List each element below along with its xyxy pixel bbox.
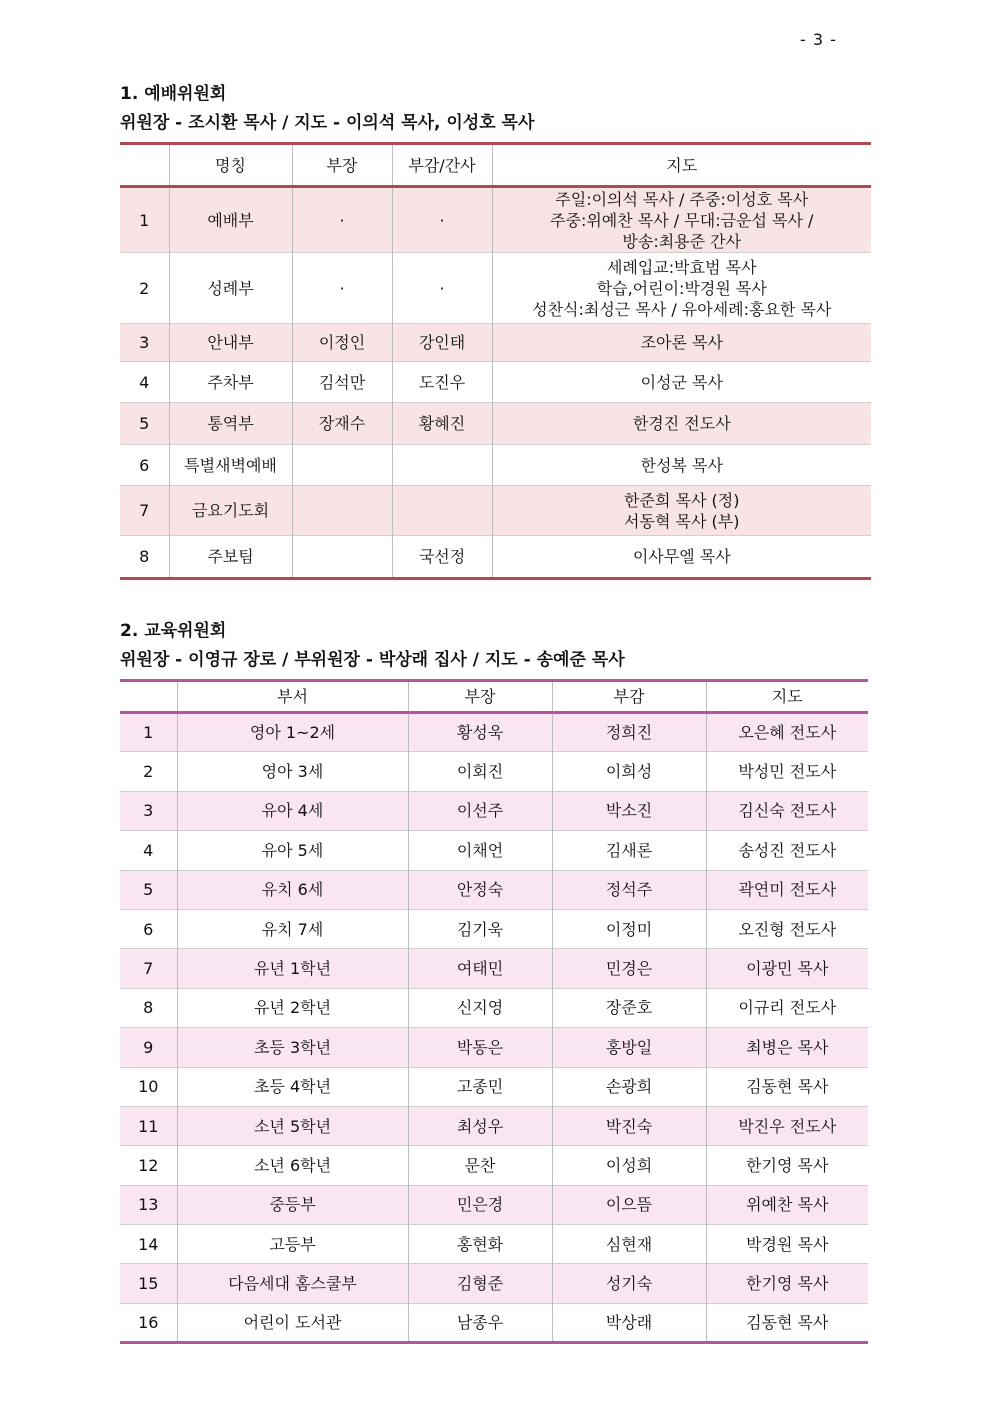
- guide-cell: [492, 536, 871, 579]
- table-row: [120, 713, 868, 752]
- head-name: 민은경: [408, 1185, 552, 1224]
- guide-line: 이사무엘 목사: [632, 547, 731, 566]
- header-cell: [120, 681, 177, 713]
- deputy-name: 김새론: [552, 831, 706, 870]
- header-cell: 부감/간사: [392, 144, 492, 187]
- guide-name: 최병은 목사: [706, 1028, 868, 1067]
- row-number: 6: [139, 455, 150, 475]
- guide-line: 조아론 목사: [640, 333, 723, 352]
- head-name: [292, 445, 392, 486]
- deputy-name: 이성희: [552, 1146, 706, 1185]
- row-number: 1: [143, 723, 154, 743]
- table-row: [120, 909, 868, 948]
- department-name: 다음세대 홈스쿨부: [177, 1264, 408, 1303]
- deputy-name: [392, 445, 492, 486]
- row-number: 16: [138, 1313, 159, 1333]
- table-row: [120, 831, 868, 870]
- section-subtitle: 위원장 - 조시환 목사 / 지도 - 이의석 목사, 이성호 목사: [120, 113, 535, 133]
- row-number: 4: [139, 372, 150, 392]
- guide-cell: [492, 486, 871, 536]
- deputy-name: 성기숙: [552, 1264, 706, 1303]
- table-row: [120, 1067, 868, 1106]
- deputy-name: 민경은: [552, 949, 706, 988]
- table-row: [120, 988, 868, 1027]
- guide-line: 주일:이의석 목사 / 주중:이성호 목사: [555, 189, 809, 209]
- guide-cell: [492, 187, 871, 253]
- guide-name: 오은혜 전도사: [706, 713, 868, 752]
- header-cell: [120, 144, 169, 187]
- guide-name: 박경원 목사: [706, 1225, 868, 1264]
- guide-cell: [492, 253, 871, 324]
- header-cell: 부감: [552, 681, 706, 713]
- guide-line: 성찬식:최성근 목사 / 유아세례:홍요한 목사: [532, 299, 832, 319]
- worship-committee-section: [120, 80, 871, 580]
- table-row: [120, 486, 871, 536]
- deputy-name: 박진숙: [552, 1106, 706, 1145]
- deputy-name: [392, 486, 492, 536]
- department-name: 소년 6학년: [177, 1146, 408, 1185]
- row-number: 5: [143, 880, 154, 900]
- table-header-row: [120, 681, 868, 713]
- guide-line: 방송:최용준 간사: [622, 231, 742, 251]
- row-number: 3: [139, 333, 150, 352]
- deputy-name: 정석주: [552, 870, 706, 909]
- row-number: 2: [143, 762, 154, 782]
- department-name: 중등부: [177, 1185, 408, 1224]
- row-number: 1: [139, 210, 150, 230]
- table-row: [120, 324, 871, 362]
- head-name: 고종민: [408, 1067, 552, 1106]
- table-row: [120, 1303, 868, 1342]
- header-cell: 지도: [706, 681, 868, 713]
- guide-name: 한기영 목사: [706, 1264, 868, 1303]
- table-row: [120, 1225, 868, 1264]
- head-name: 김형준: [408, 1264, 552, 1303]
- guide-line: 서동혁 목사 (부): [624, 511, 740, 531]
- row-number: 13: [138, 1195, 159, 1215]
- deputy-name: ·: [392, 187, 492, 253]
- row-number: 11: [138, 1116, 159, 1136]
- department-name: 예배부: [169, 187, 292, 253]
- row-number: 3: [143, 801, 154, 821]
- row-number: 8: [143, 998, 154, 1018]
- head-name: 홍현화: [408, 1225, 552, 1264]
- table-row: [120, 1028, 868, 1067]
- row-number: 9: [143, 1037, 154, 1057]
- department-name: 주차부: [169, 362, 292, 403]
- table-row: [120, 949, 868, 988]
- row-number: 10: [138, 1077, 159, 1097]
- deputy-name: 강인태: [392, 324, 492, 362]
- deputy-name: 국선정: [392, 536, 492, 579]
- table-row: [120, 791, 868, 830]
- guide-cell: [492, 362, 871, 403]
- table-row: [120, 1264, 868, 1303]
- department-name: 유년 2학년: [177, 988, 408, 1027]
- guide-line: 한준희 목사 (정): [624, 490, 740, 510]
- row-number: 7: [139, 501, 150, 520]
- row-number: 5: [139, 414, 150, 433]
- guide-line: 세례입교:박효범 목사: [606, 257, 757, 277]
- row-number: 4: [143, 840, 154, 860]
- guide-cell: [492, 445, 871, 486]
- table-row: [120, 1185, 868, 1224]
- guide-line: 한성복 목사: [640, 455, 723, 475]
- head-name: 남종우: [408, 1303, 552, 1342]
- department-name: 유년 1학년: [177, 949, 408, 988]
- header-cell: 지도: [492, 144, 871, 187]
- guide-name: 김동현 목사: [706, 1067, 868, 1106]
- guide-line: 한경진 전도사: [632, 414, 731, 433]
- table-row: [120, 870, 868, 909]
- deputy-name: 손광희: [552, 1067, 706, 1106]
- guide-line: 주중:위예찬 목사 / 무대:금운섭 목사 /: [550, 210, 814, 230]
- guide-name: 오진형 전도사: [706, 909, 868, 948]
- table-header-row: [120, 144, 871, 187]
- table-row: [120, 445, 871, 486]
- guide-name: 이광민 목사: [706, 949, 868, 988]
- section-title: 1. 예배위원회: [120, 84, 227, 104]
- deputy-name: 이희성: [552, 752, 706, 791]
- worship-committee-table: [120, 142, 871, 580]
- guide-name: 이규리 전도사: [706, 988, 868, 1027]
- department-name: 주보팀: [169, 536, 292, 579]
- head-name: 신지영: [408, 988, 552, 1027]
- deputy-name: 이정미: [552, 909, 706, 948]
- guide-name: 박진우 전도사: [706, 1106, 868, 1145]
- header-cell: 부장: [408, 681, 552, 713]
- head-name: [292, 536, 392, 579]
- deputy-name: ·: [392, 253, 492, 324]
- department-name: 고등부: [177, 1225, 408, 1264]
- head-name: 황성욱: [408, 713, 552, 752]
- department-name: 성례부: [169, 253, 292, 324]
- department-name: 통역부: [169, 403, 292, 445]
- guide-line: 이성군 목사: [640, 372, 723, 392]
- department-name: 소년 5학년: [177, 1106, 408, 1145]
- guide-name: 위예찬 목사: [706, 1185, 868, 1224]
- head-name: ·: [292, 187, 392, 253]
- section-subtitle: 위원장 - 이영규 장로 / 부위원장 - 박상래 집사 / 지도 - 송예준 목사: [120, 650, 625, 670]
- guide-cell: [492, 324, 871, 362]
- row-number: 15: [138, 1274, 159, 1294]
- table-row: [120, 1146, 868, 1185]
- guide-name: 김동현 목사: [706, 1303, 868, 1342]
- department-name: 금요기도회: [169, 486, 292, 536]
- head-name: 여태민: [408, 949, 552, 988]
- education-committee-section: [120, 617, 868, 1344]
- department-name: 유아 4세: [177, 791, 408, 830]
- department-name: 영아 3세: [177, 752, 408, 791]
- table-row: [120, 752, 868, 791]
- deputy-name: 홍방일: [552, 1028, 706, 1067]
- head-name: 이채언: [408, 831, 552, 870]
- department-name: 유아 5세: [177, 831, 408, 870]
- row-number: 2: [139, 278, 150, 298]
- guide-name: 곽연미 전도사: [706, 870, 868, 909]
- guide-name: 송성진 전도사: [706, 831, 868, 870]
- deputy-name: 박소진: [552, 791, 706, 830]
- row-number: 14: [138, 1234, 159, 1254]
- header-cell: 부장: [292, 144, 392, 187]
- guide-line: 학습,어린이:박경원 목사: [596, 278, 767, 298]
- head-name: 이선주: [408, 791, 552, 830]
- deputy-name: 황혜진: [392, 403, 492, 445]
- header-cell: 부서: [177, 681, 408, 713]
- table-row: [120, 403, 871, 445]
- head-name: 문찬: [408, 1146, 552, 1185]
- department-name: 유치 7세: [177, 909, 408, 948]
- head-name: 김석만: [292, 362, 392, 403]
- department-name: 영아 1~2세: [177, 713, 408, 752]
- department-name: 특별새벽예배: [169, 445, 292, 486]
- row-number: 7: [143, 959, 154, 979]
- head-name: 김기욱: [408, 909, 552, 948]
- table-row: [120, 536, 871, 579]
- deputy-name: 정희진: [552, 713, 706, 752]
- head-name: ·: [292, 253, 392, 324]
- deputy-name: 이으뜸: [552, 1185, 706, 1224]
- table-row: [120, 187, 871, 253]
- department-name: 어린이 도서관: [177, 1303, 408, 1342]
- head-name: 이정인: [292, 324, 392, 362]
- education-committee-table: [120, 679, 868, 1344]
- table-row: [120, 1106, 868, 1145]
- guide-name: 박성민 전도사: [706, 752, 868, 791]
- deputy-name: 장준호: [552, 988, 706, 1027]
- row-number: 6: [143, 919, 154, 939]
- guide-cell: [492, 403, 871, 445]
- department-name: 유치 6세: [177, 870, 408, 909]
- head-name: 이회진: [408, 752, 552, 791]
- table-row: [120, 362, 871, 403]
- deputy-name: 심현재: [552, 1225, 706, 1264]
- row-number: 8: [139, 547, 150, 566]
- section-title: 2. 교육위원회: [120, 621, 227, 641]
- guide-name: 한기영 목사: [706, 1146, 868, 1185]
- deputy-name: 도진우: [392, 362, 492, 403]
- page-number: - 3 -: [800, 30, 837, 49]
- header-cell: 명칭: [169, 144, 292, 187]
- department-name: 초등 4학년: [177, 1067, 408, 1106]
- guide-name: 김신숙 전도사: [706, 791, 868, 830]
- table-row: [120, 253, 871, 324]
- department-name: 안내부: [169, 324, 292, 362]
- head-name: 최성우: [408, 1106, 552, 1145]
- row-number: 12: [138, 1155, 159, 1175]
- head-name: [292, 486, 392, 536]
- head-name: 박동은: [408, 1028, 552, 1067]
- deputy-name: 박상래: [552, 1303, 706, 1342]
- head-name: 안정숙: [408, 870, 552, 909]
- head-name: 장재수: [292, 403, 392, 445]
- department-name: 초등 3학년: [177, 1028, 408, 1067]
